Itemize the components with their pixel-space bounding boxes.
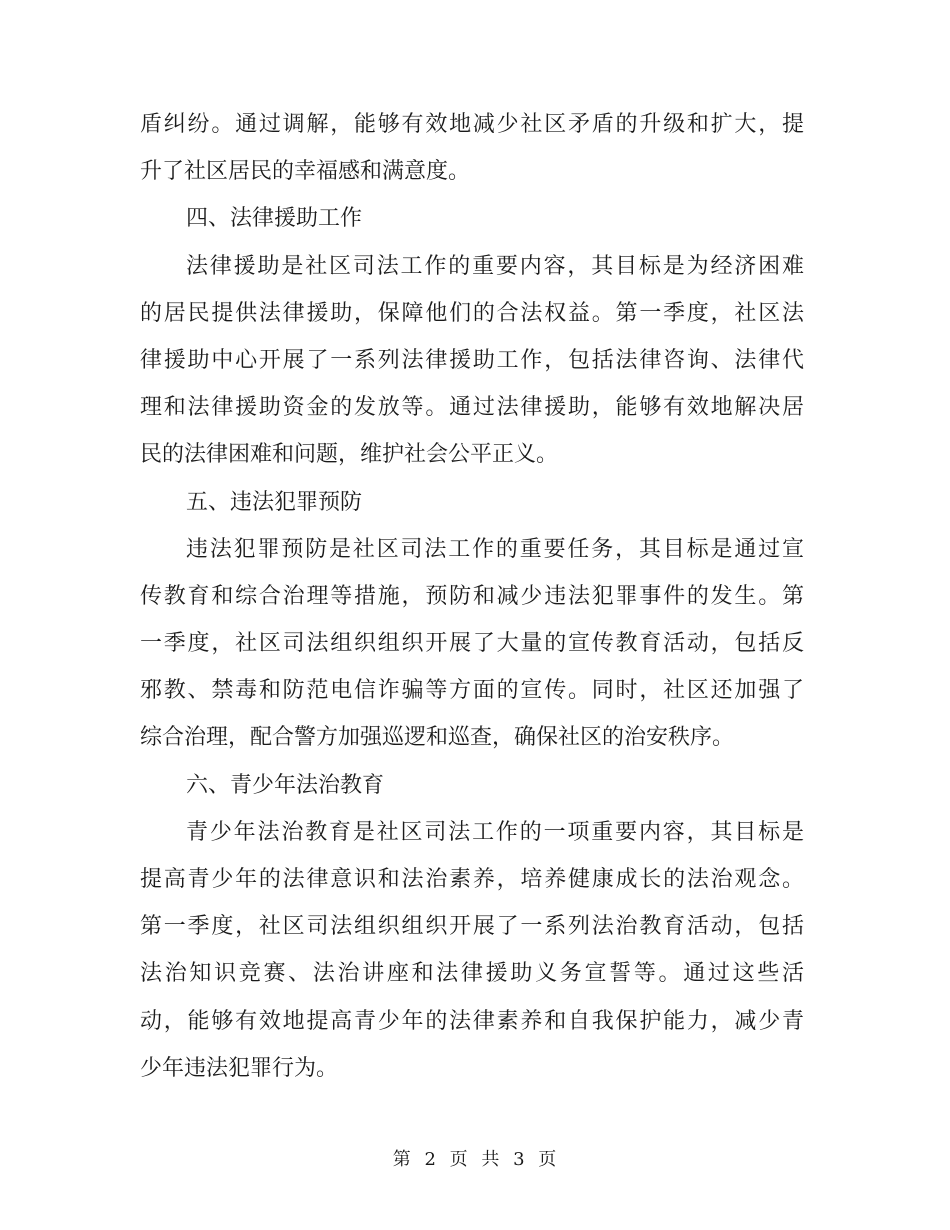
document-body xyxy=(140,101,804,1092)
section-heading: 六、青少年法治教育 xyxy=(186,772,385,798)
text-line: 提高青少年的法律意识和法治素养，培养健康成长的法治观念。 xyxy=(140,867,804,892)
text-line: 传教育和综合治理等措施，预防和减少违法犯罪事件的发生。第 xyxy=(140,583,804,609)
text-line: 法律援助是社区司法工作的重要内容，其目标是为经济困难 xyxy=(186,253,804,279)
text-line: 青少年法治教育是社区司法工作的一项重要内容，其目标是 xyxy=(186,819,804,845)
text-line: 盾纠纷。通过调解，能够有效地减少社区矛盾的升级和扩大，提 xyxy=(140,112,804,137)
text-line: 升了社区居民的幸福感和满意度。 xyxy=(140,159,471,185)
text-line: 民的法律困难和问题，维护社会公平正义。 xyxy=(140,442,559,468)
page-number-footer: 第 2 页 共 3 页 xyxy=(392,1149,558,1170)
text-line: 少年违法犯罪行为。 xyxy=(140,1055,339,1081)
section-heading: 四、法律援助工作 xyxy=(186,206,363,232)
text-line: 综合治理，配合警方加强巡逻和巡查，确保社区的治安秩序。 xyxy=(140,725,735,751)
text-line: 邪教、禁毒和防范电信诈骗等方面的宣传。同时，社区还加强了 xyxy=(140,678,804,704)
text-line: 违法犯罪预防是社区司法工作的重要任务，其目标是通过宣 xyxy=(186,536,804,562)
text-line: 一季度，社区司法组织组织开展了大量的宣传教育活动，包括反 xyxy=(140,631,804,657)
text-line: 法治知识竞赛、法治讲座和法律援助义务宣誓等。通过这些活 xyxy=(140,961,804,987)
text-line: 理和法律援助资金的发放等。通过法律援助，能够有效地解决居 xyxy=(140,395,804,421)
text-line: 的居民提供法律援助，保障他们的合法权益。第一季度，社区法 xyxy=(140,300,804,326)
text-line: 律援助中心开展了一系列法律援助工作，包括法律咨询、法律代 xyxy=(140,347,804,373)
section-heading: 五、违法犯罪预防 xyxy=(186,489,363,515)
text-line: 动，能够有效地提高青少年的法律素养和自我保护能力，减少青 xyxy=(140,1008,804,1034)
text-line: 第一季度，社区司法组织组织开展了一系列法治教育活动，包括 xyxy=(140,914,804,940)
